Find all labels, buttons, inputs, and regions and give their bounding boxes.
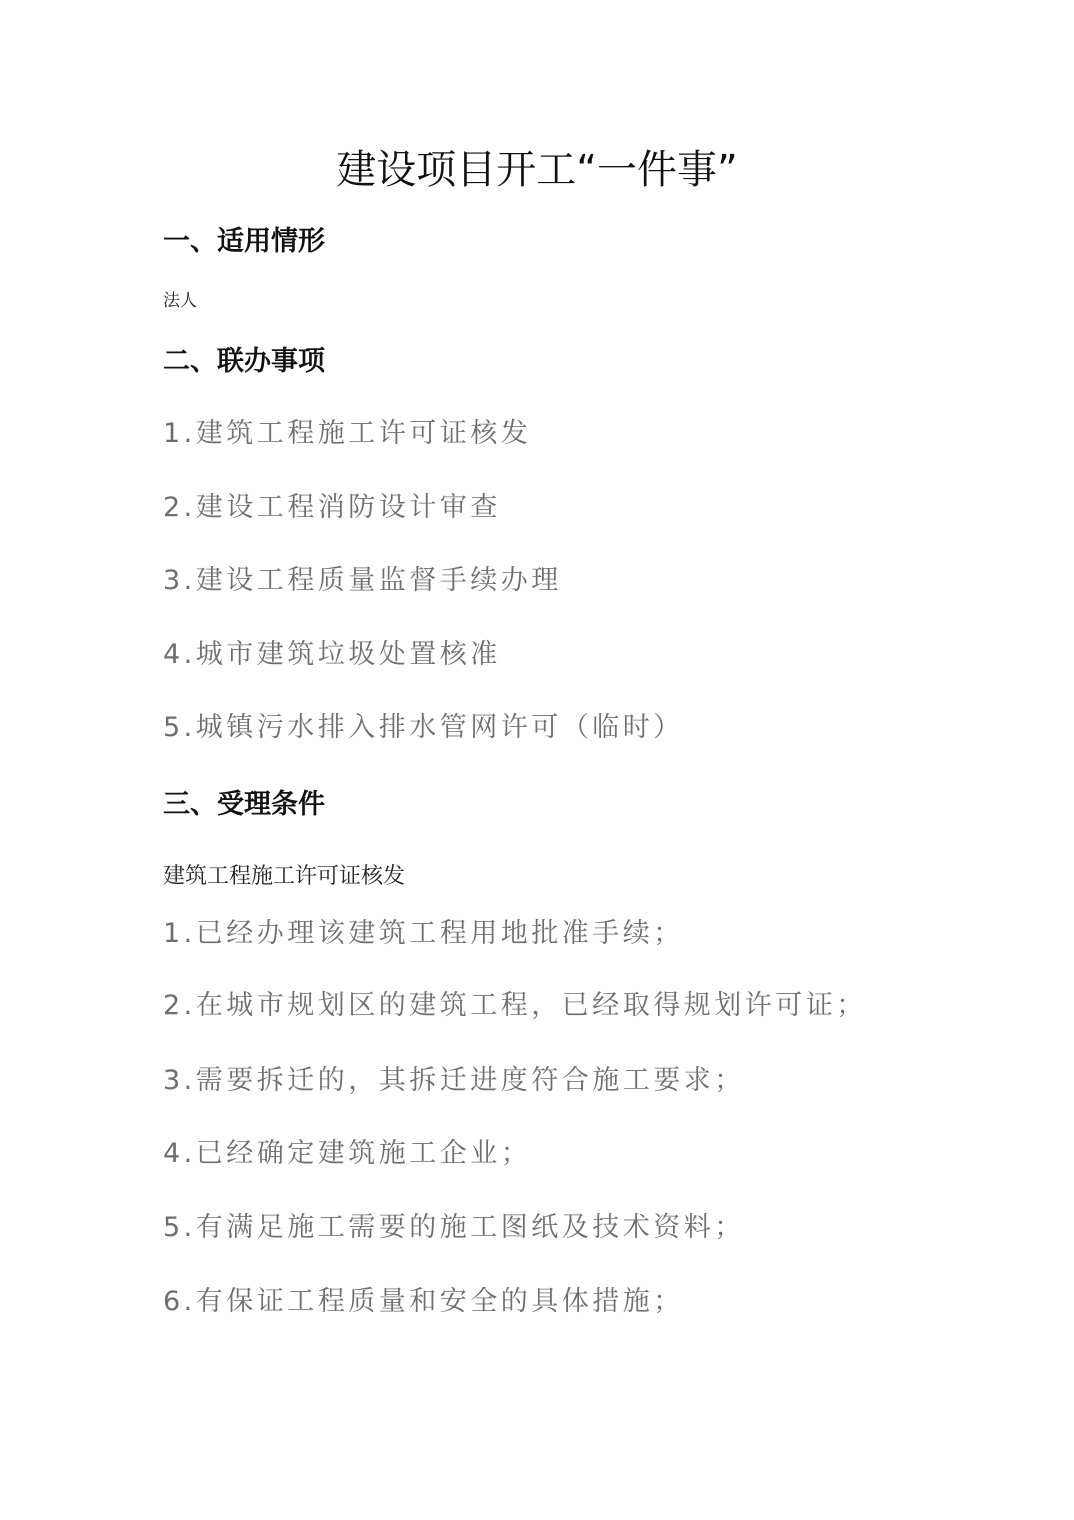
- condition-item: 5.有满足施工需要的施工图纸及技术资料；: [163, 1212, 745, 1243]
- joint-matter-item: 4.城市建筑垃圾处置核准: [163, 639, 501, 670]
- section-heading-joint-matters: 二、联办事项: [163, 346, 325, 377]
- joint-matter-item: 1.建筑工程施工许可证核发: [163, 418, 532, 449]
- condition-item: 2.在城市规划区的建筑工程，已经取得规划许可证；: [163, 990, 867, 1021]
- condition-item: 1.已经办理该建筑工程用地批准手续；: [163, 918, 684, 949]
- applicable-subject: 法人: [163, 291, 197, 311]
- joint-matter-item: 2.建设工程消防设计审查: [163, 492, 501, 523]
- condition-item: 4.已经确定建筑施工企业；: [163, 1138, 532, 1169]
- document-title: 建设项目开工“一件事”: [336, 147, 738, 193]
- section-heading-acceptance-conditions: 三、受理条件: [163, 789, 325, 820]
- joint-matter-item: 3.建设工程质量监督手续办理: [163, 565, 562, 596]
- joint-matter-item: 5.城镇污水排入排水管网许可（临时）: [163, 712, 684, 743]
- condition-item: 3.需要拆迁的，其拆迁进度符合施工要求；: [163, 1065, 745, 1096]
- condition-item: 6.有保证工程质量和安全的具体措施；: [163, 1286, 684, 1317]
- section-heading-applicable: 一、适用情形: [163, 226, 325, 257]
- condition-subheading: 建筑工程施工许可证核发: [163, 864, 406, 889]
